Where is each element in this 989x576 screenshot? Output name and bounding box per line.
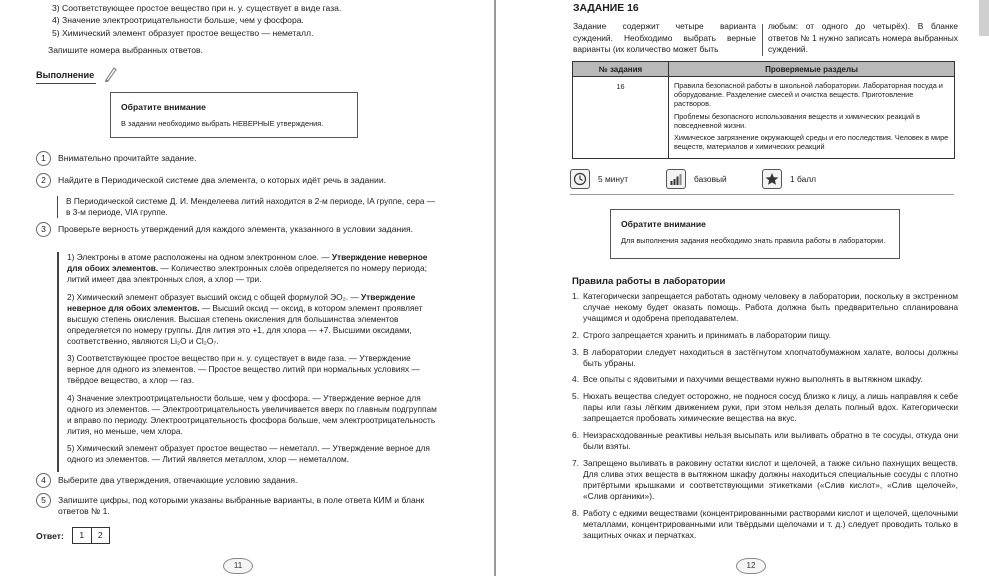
step-number-badge: 5 [36, 493, 51, 508]
list-item: 3) Соответствующее простое вещество при н. у. существует в виде газа. [52, 3, 342, 13]
rule-item: 8. Работу с едкими веществами (концентрированными растворами кислот и щелочей, щелочными металлами, концентрированными или твёрдыми щелочами и т. д.) следует проводить только в защитных очках и перчатках. [572, 507, 958, 541]
section-underline [36, 83, 96, 84]
column-divider [762, 24, 763, 56]
rule-item: 2. Строго запрещается хранить и принимать в лаборатории пищу. [572, 330, 831, 340]
step-number-badge: 1 [36, 151, 51, 166]
table-row [573, 77, 955, 159]
notice-text: В задании необходимо выбрать НЕВЕРНЫЕ утверждения. [121, 119, 324, 128]
step-number-badge: 2 [36, 173, 51, 188]
task-number-cell: 16 [573, 77, 669, 159]
clock-icon [570, 169, 590, 189]
pencil-icon [102, 66, 118, 82]
rule-item: 1. Категорически запрещается работать одному человеку в лаборатории, поскольку в экстренном случае некому будет оказать помощь. Работа должна быть предварительно спланирована учащимся и одобрена преподавателем. [572, 291, 958, 324]
time-info [570, 169, 628, 189]
table-header: № задания [573, 62, 669, 77]
level-info [666, 169, 727, 189]
page-edge-tab [979, 0, 989, 36]
answer-row [36, 527, 110, 544]
step-text: Проверьте верность утверждений для каждого элемента, указанного в условии задания. [58, 224, 414, 234]
step-2-note: В Периодической системе Д. И. Менделеева литий находится в 2-м периоде, IA группе, сера — в 3-м периоде, VIA группе. [57, 196, 437, 218]
section-heading: Выполнение [36, 70, 95, 80]
statement-check-5: 5) Химический элемент образует простое вещество — неметалл. — Утверждение верное для одного из элементов. — Литий является металлом, хлор — неметаллом. [67, 443, 430, 464]
left-page [0, 0, 494, 576]
carryover-options-list [52, 2, 452, 39]
table-header: Проверяемые разделы [669, 62, 955, 77]
level-value: базовый [694, 174, 727, 184]
topic-item: Проблемы безопасного использования веществ и химических реакций в повседневной жизни. [674, 111, 921, 130]
step-text: Выберите два утверждения, отвечающие условию задания. [58, 475, 298, 485]
topics-cell [669, 77, 955, 159]
statement-checks [57, 252, 437, 472]
answer-label: Ответ: [36, 530, 64, 541]
statement-check-2: 2) Химический элемент образует высший оксид с общей формулой ЭО₂. — Утверждение неверное для обоих элементов. — Высший оксид — оксид, в котором элемент проявляет высшую степень окисления. Высшая степень окисления для большинства элементов определяется по номеру группы. Для лития это +1, для хлора — +7. Высшими оксидами, соответственно, являются Li₂O и Cl₂O₇. [67, 291, 423, 346]
table-header-row [573, 62, 955, 77]
rules-list [572, 291, 958, 547]
notice-box [110, 92, 358, 138]
topics-table [572, 61, 955, 159]
list-item: 4) Значение электроотрицательности больше, чем у фосфора. [52, 15, 304, 26]
notice-title: Обратите внимание [621, 219, 706, 229]
star-icon [762, 169, 782, 189]
statement-check-1: 1) Электроны в атоме расположены на одном электронном слое. — Утверждение неверное для обоих элементов. — Количество электронных слоёв определяется по номеру периода; литий имеет два электронных слоя, а хлор — три. [67, 252, 428, 284]
step-number-badge: 4 [36, 473, 51, 488]
answer-cells [72, 527, 110, 544]
difficulty-bars-icon [666, 169, 686, 189]
topic-item: Химическое загрязнение окружающей среды и его последствия. Человек в мире веществ, материалов и химических реакций [674, 133, 949, 152]
score-info [762, 169, 816, 189]
step-text: Внимательно прочитайте задание. [58, 153, 197, 163]
answer-cell: 1 [79, 530, 85, 540]
step-text: Найдите в Периодической системе два элемента, о которых идёт речь в задании. [58, 175, 387, 185]
rules-heading: Правила работы в лаборатории [572, 276, 726, 287]
task-intro-column-1: Задание содержит четыре варианта суждений. Необходимо выбрать верные варианты (их количество может быть [573, 21, 756, 55]
step-number-badge: 3 [36, 222, 51, 237]
statement-check-4: 4) Значение электроотрицательности больше, чем у фосфора. — Утверждение верное для одного из элементов. — Электроотрицательность увеличивается вверх по главным подгруппам и вправо по периоду. Электроотрицательность фосфора больше, чем электроотрицательность лития, но меньше, чем хлора. [67, 392, 437, 436]
answer-cell: 2 [91, 528, 109, 543]
list-item: 5) Химический элемент образует простое вещество — неметалл. [52, 27, 314, 38]
rule-item: 6. Неизрасходованные реактивы нельзя высыпать или выливать обратно в те сосуды, откуда они были взяты. [572, 429, 958, 452]
page-number: 12 [736, 558, 766, 574]
rule-item: 5. Нюхать вещества следует осторожно, не поднося сосуд близко к лицу, а лишь направляя к себе пары или газы лёгким движением руки, при этом нельзя делать полный вдох. Категорически запрещается пробовать химические вещества на вкус. [572, 390, 958, 424]
time-value: 5 минут [598, 174, 629, 184]
notice-box [610, 209, 900, 259]
score-value: 1 балл [790, 174, 817, 184]
step-text: Запишите цифры, под которыми указаны выбранные варианты, в поле ответа КИМ и бланк ответов № 1. [58, 495, 425, 517]
rule-item: 4. Все опыты с ядовитыми и пахучими веществами нужно выполнять в вытяжном шкафу. [572, 374, 923, 385]
rule-item: 7. Запрещено выливать в раковину остатки кислот и щелочей, а также сильно пахнущих веществ. Для слива этих веществ в вытяжном шкафу должны находиться специальные сосуды с плотно притёртыми крышками и соответствующими этикетками («Слив кислот», «Слив щелочей», «Слив органики»). [572, 457, 958, 502]
task-intro-column-2: любым: от одного до четырёх). В бланке ответов № 1 нужно записать номера выбранных суждений. [768, 21, 958, 55]
task-meta-row [570, 169, 954, 191]
page-number: 11 [223, 558, 253, 574]
rule-item: 3. В лаборатории следует находиться в застёгнутом хлопчатобумажном халате, волосы должны быть убраны. [572, 346, 958, 368]
divider [570, 194, 954, 195]
instruction-text: Запишите номера выбранных ответов. [48, 45, 203, 55]
right-page [496, 0, 989, 576]
task-title: ЗАДАНИЕ 16 [573, 3, 639, 14]
statement-check-3: 3) Соответствующее простое вещество при н. у. существует в виде газа. — Утверждение верное для одного из элементов. — Простое вещество литий при нормальных условиях — твёрдое вещество, а хлор — газ. [67, 353, 420, 385]
notice-title: Обратите внимание [121, 102, 206, 112]
topic-item: Правила безопасной работы в школьной лаборатории. Лабораторная посуда и оборудование. Разделение смесей и очистка веществ. Приготовление растворов. [674, 81, 943, 109]
notice-text: Для выполнения задания необходимо знать правила работы в лаборатории. [621, 236, 886, 245]
